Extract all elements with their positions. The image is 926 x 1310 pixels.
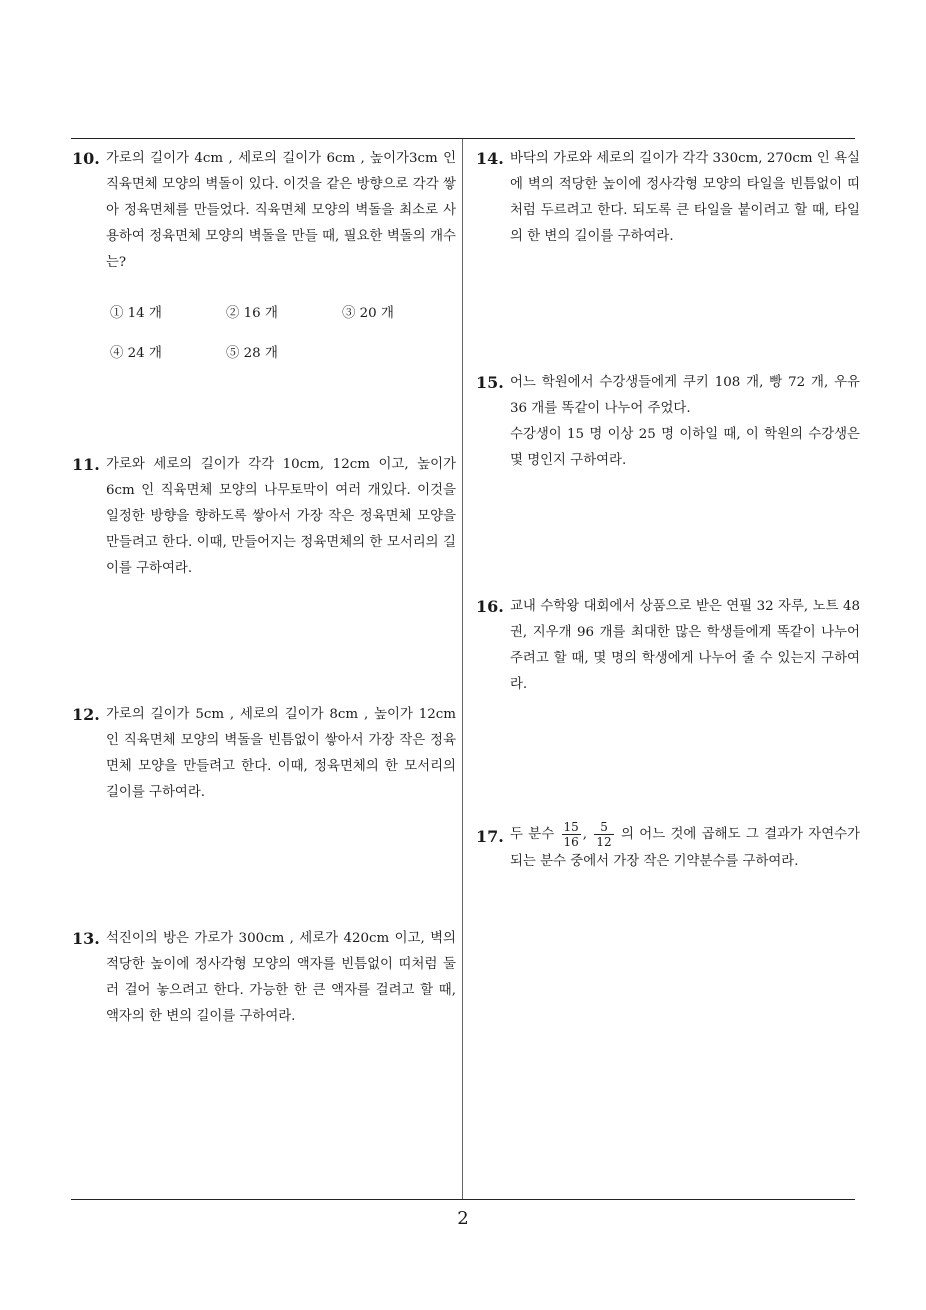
question-10 [72,146,456,276]
fraction-comma: , [582,827,588,842]
question-number: 14. [476,149,504,168]
question-text-after: 의 어느 것에 곱해도 그 결과가 자연수가 되는 분수 중에서 가장 작은 기약분수를 구하여라. [510,827,860,869]
question-text [510,820,860,875]
question-text: 바닥의 가로와 세로의 길이가 각각 330cm, 270cm 인 욕실에 벽의 적당한 높이에 정사각형 모양의 타일을 빈틈없이 띠처럼 두르려고 한다. 되도록 큰 타일을 붙이려고 할 때, 타일의 한 변의 길이를 구하여라. [510,151,860,244]
question-number: 12. [72,705,100,724]
question-16 [476,594,860,698]
question-number: 10. [72,149,100,168]
choice-5[interactable]: ⑤ 28 개 [226,346,278,361]
question-text: 가로와 세로의 길이가 각각 10cm, 12cm 이고, 높이가 6cm 인 직육면체 모양의 나무토막이 여러 개있다. 이것을 일정한 방향을 향하도록 쌓아서 가장 작은 정육면체 모양을 만들려고 한다. 이때, 만들어지는 정육면체의 한 모서리의 길이를 구하여라. [106,457,456,576]
fraction-2 [594,820,613,849]
question-number: 13. [72,929,100,948]
fraction-1-denominator: 16 [563,835,579,849]
bottom-rule [71,1199,855,1200]
fraction-2-numerator: 5 [594,820,613,835]
question-text: 가로의 길이가 4cm , 세로의 길이가 6cm , 높이가3cm 인 직육면체 모양의 벽돌이 있다. 이것을 같은 방향으로 각각 쌓아 정육면체를 만들었다. 직육면체 모양의 벽돌을 최소로 사용하여 정육면체 모양의 벽돌을 만들 때, 필요한 벽돌의 개수는? [106,151,456,270]
question-text: 석진이의 방은 가로가 300cm , 세로가 420cm 이고, 벽의 적당한 높이에 정사각형 모양의 액자를 빈틈없이 띠처럼 둘러 걸어 놓으려고 한다. 가능한 한 큰 액자를 걸려고 할 때, 액자의 한 변의 길이를 구하여라. [106,931,456,1024]
choice-3[interactable]: ③ 20 개 [342,306,394,321]
question-number: 17. [476,827,504,846]
choice-1[interactable]: ① 14 개 [110,306,162,321]
question-17 [476,820,860,875]
column-divider [462,139,463,1200]
question-11 [72,452,456,582]
fraction-2-denominator: 12 [596,835,612,849]
question-text-before: 두 분수 [510,827,555,842]
question-text: 가로의 길이가 5cm , 세로의 길이가 8cm , 높이가 12cm 인 직육면체 모양의 벽돌을 빈틈없이 쌓아서 가장 작은 정육면체 모양을 만들려고 한다. 이때, 정육면체의 한 모서리의 길이를 구하여라. [106,707,456,800]
question-number: 15. [476,373,504,392]
choice-2[interactable]: ② 16 개 [226,306,278,321]
question-text: 교내 수학왕 대회에서 상품으로 받은 연필 32 자루, 노트 48 권, 지우개 96 개를 최대한 많은 학생들에게 똑같이 나누어 주려고 할 때, 몇 명의 학생에게 나누어 줄 수 있는지 구하여라. [510,599,860,692]
page-number: 2 [457,1208,469,1229]
question-number: 11. [72,455,100,474]
choice-4[interactable]: ④ 24 개 [110,346,162,361]
question-13 [72,926,456,1030]
fraction-1 [562,820,581,849]
question-number: 16. [476,597,504,616]
question-14 [476,146,860,250]
top-rule [71,138,855,139]
fraction-1-numerator: 15 [563,820,579,834]
question-15 [476,370,860,474]
question-text: 어느 학원에서 수강생들에게 쿠키 108 개, 빵 72 개, 우유 36 개를 똑같이 나누어 주었다. 수강생이 15 명 이상 25 명 이하일 때, 이 학원의 수강생은 몇 명인지 구하여라. [510,375,860,468]
question-12 [72,702,456,806]
